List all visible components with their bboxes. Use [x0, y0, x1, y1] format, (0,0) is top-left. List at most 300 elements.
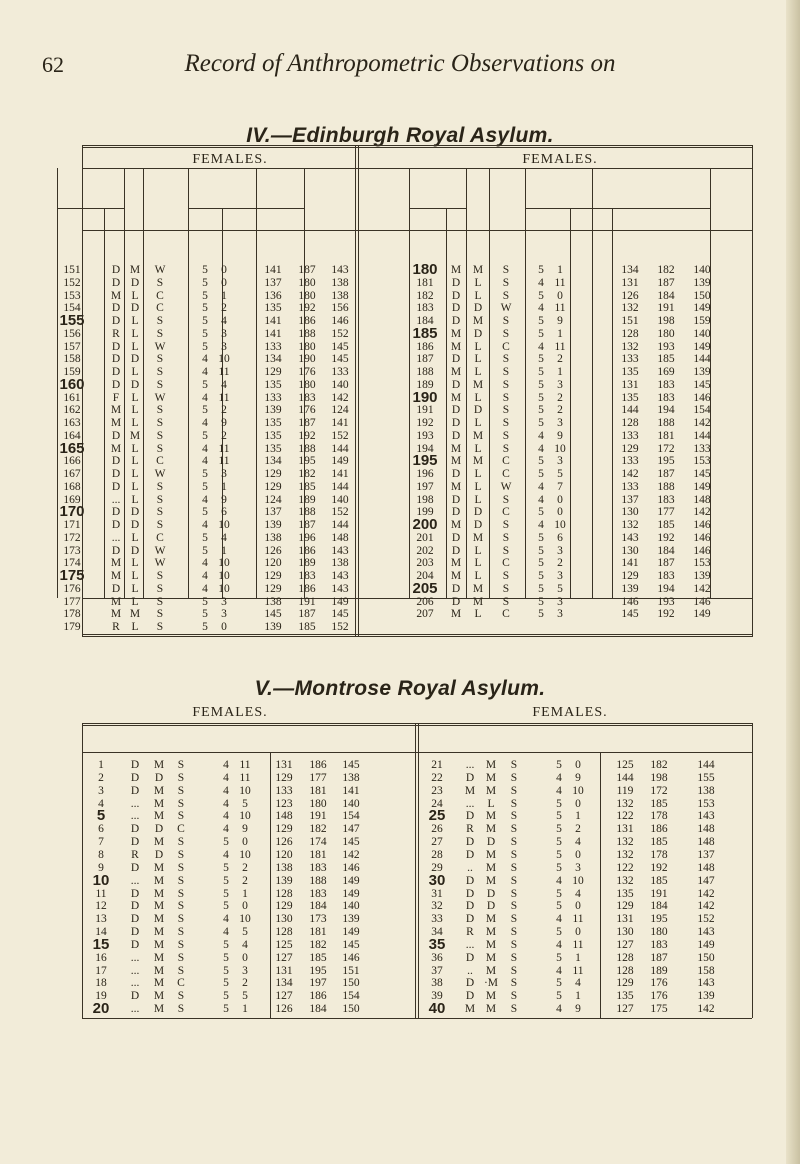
cell-h: 129 [264, 480, 282, 493]
cell-no: 32 [431, 900, 443, 913]
cell-inch: 0 [242, 900, 248, 913]
cell-eyes: M [485, 848, 497, 861]
cell-no: 159 [63, 366, 81, 378]
cell-b: 142 [693, 582, 711, 595]
cell-h: 135 [616, 887, 634, 900]
cell-hair: D [465, 771, 475, 784]
cell-hair: D [451, 302, 461, 315]
cell-nose: W [154, 557, 166, 570]
cell-b: 149 [693, 608, 711, 621]
cell-l: 177 [309, 771, 327, 784]
cell-l: 192 [650, 861, 668, 874]
cell-no: 175 [59, 567, 85, 584]
cell-ft: 5 [223, 1003, 229, 1016]
table-row [0, 1002, 800, 1016]
cell-l: 174 [309, 836, 327, 849]
cell-h: 146 [621, 595, 639, 608]
cell-h: 127 [275, 951, 293, 964]
cell-no: 200 [412, 516, 438, 533]
cell-hair: D [111, 353, 121, 366]
cell-hair: ... [130, 964, 140, 977]
cell-b: 144 [331, 519, 349, 531]
cell-hair: D [451, 544, 461, 557]
cell-h: 120 [275, 848, 293, 861]
cell-no: 4 [98, 797, 104, 810]
cell-l: 186 [298, 544, 316, 557]
cell-inch: 10 [218, 582, 230, 595]
cell-no: 13 [95, 913, 107, 926]
cell-ft: 5 [202, 429, 208, 442]
cell-hair: M [450, 557, 462, 570]
cell-hair: M [450, 455, 462, 468]
cell-nose: S [177, 1003, 185, 1016]
cell-l: 185 [650, 874, 668, 887]
cell-h: 133 [264, 391, 282, 404]
cell-b: 149 [331, 595, 349, 608]
cell-no: 153 [63, 289, 81, 302]
cell-hair: ... [130, 977, 140, 990]
cell-b: 153 [693, 557, 711, 570]
cell-inch: 0 [242, 951, 248, 964]
cell-eyes: D [473, 302, 483, 315]
cell-hair: M [110, 608, 122, 621]
cell-inch: 2 [242, 874, 248, 887]
cell-hair: D [451, 429, 461, 442]
cell-inch: 0 [221, 621, 227, 633]
cell-eyes: M [153, 977, 165, 990]
cell-eyes: M [153, 913, 165, 926]
cell-ft: 5 [538, 455, 544, 468]
cell-l: 191 [298, 595, 316, 608]
cell-h: 134 [621, 264, 639, 276]
cell-inch: 1 [557, 327, 563, 340]
cell-ft: 4 [556, 938, 562, 951]
cell-l: 181 [309, 926, 327, 939]
cell-inch: 2 [221, 429, 227, 442]
cell-nose: S [177, 797, 185, 810]
cell-ft: 5 [538, 570, 544, 582]
cell-inch: 2 [557, 353, 563, 366]
cell-h: 125 [275, 938, 293, 951]
cell-nose: S [502, 544, 510, 557]
cell-b: 140 [342, 797, 360, 810]
cell-l: 182 [298, 468, 316, 480]
cell-b: 144 [331, 480, 349, 493]
table-end-rule [82, 636, 752, 637]
cell-h: 145 [264, 608, 282, 621]
cell-h: 129 [616, 977, 634, 990]
cell-l: 187 [298, 264, 316, 276]
cell-eyes: L [474, 276, 482, 289]
cell-ft: 5 [202, 506, 208, 519]
cell-inch: 0 [575, 926, 581, 939]
cell-b: 150 [693, 289, 711, 302]
cell-h: 131 [275, 759, 293, 771]
cell-eyes: L [474, 353, 482, 366]
cell-no: 39 [431, 990, 443, 1003]
cell-b: 138 [331, 557, 349, 570]
cell-no: 2 [98, 771, 104, 784]
cell-inch: 9 [221, 417, 227, 429]
cell-ft: 5 [202, 404, 208, 417]
cell-no: 188 [416, 366, 434, 378]
cell-b: 143 [697, 926, 715, 939]
cell-nose: S [502, 493, 510, 506]
cell-nose: S [502, 264, 510, 276]
cell-b: 141 [342, 784, 360, 797]
cell-l: 169 [657, 366, 675, 378]
cell-inch: 3 [557, 570, 563, 582]
cell-nose: C [502, 340, 510, 353]
cell-ft: 5 [223, 874, 229, 887]
cell-nose: S [502, 353, 510, 366]
cell-hair: D [130, 938, 140, 951]
cell-nose: S [156, 429, 164, 442]
cell-b: 158 [697, 964, 715, 977]
cell-hair: M [110, 442, 122, 455]
cell-inch: 9 [575, 771, 581, 784]
cell-ft: 4 [202, 557, 208, 570]
cell-hair: R [131, 848, 139, 861]
cell-l: 187 [657, 276, 675, 289]
cell-h: 137 [621, 493, 639, 506]
table-row [0, 620, 800, 634]
cell-inch: 11 [239, 759, 251, 771]
cell-b: 152 [331, 429, 349, 442]
cell-l: 186 [650, 823, 668, 836]
cell-no: 31 [431, 887, 443, 900]
cell-b: 145 [342, 759, 360, 771]
cell-h: 130 [621, 506, 639, 519]
cell-ft: 5 [538, 582, 544, 595]
cell-ft: 4 [223, 810, 229, 823]
cell-eyes: ·M [483, 977, 499, 990]
cell-inch: 1 [221, 544, 227, 557]
cell-eyes: M [153, 810, 165, 823]
cell-eyes: M [485, 784, 497, 797]
cell-h: 132 [621, 340, 639, 353]
cell-eyes: M [472, 429, 484, 442]
cell-eyes: L [474, 442, 482, 455]
cell-hair: D [111, 480, 121, 493]
cell-inch: 4 [221, 315, 227, 327]
cell-l: 178 [650, 848, 668, 861]
cell-l: 182 [657, 264, 675, 276]
cell-nose: W [500, 302, 512, 315]
cell-eyes: M [485, 926, 497, 939]
cell-no: 5 [96, 807, 106, 825]
cell-no: 161 [63, 391, 81, 404]
cell-no: 193 [416, 429, 434, 442]
cell-no: 3 [98, 784, 104, 797]
cell-l: 180 [650, 926, 668, 939]
cell-eyes: L [131, 366, 139, 378]
cell-b: 142 [697, 1003, 715, 1016]
cell-no: 202 [416, 544, 434, 557]
cell-hair: D [130, 784, 140, 797]
cell-nose: S [510, 990, 518, 1003]
cell-no: 24 [431, 797, 443, 810]
cell-nose: S [156, 595, 164, 608]
cell-eyes: L [131, 289, 139, 302]
cell-nose: S [510, 759, 518, 771]
cell-h: 129 [264, 570, 282, 582]
cell-h: 135 [264, 429, 282, 442]
cell-inch: 11 [218, 391, 230, 404]
cell-h: 124 [264, 493, 282, 506]
cell-eyes: M [153, 861, 165, 874]
cell-no: 34 [431, 926, 443, 939]
cell-h: 123 [275, 797, 293, 810]
cell-l: 181 [309, 848, 327, 861]
cell-eyes: D [130, 353, 140, 366]
cell-eyes: D [130, 519, 140, 531]
cell-eyes: L [474, 493, 482, 506]
cell-hair: R [112, 621, 120, 633]
cell-no: 20 [92, 1000, 110, 1018]
cell-inch: 2 [242, 861, 248, 874]
cell-h: 132 [616, 848, 634, 861]
cell-inch: 10 [572, 874, 584, 887]
cell-eyes: M [153, 784, 165, 797]
cell-l: 185 [298, 480, 316, 493]
cell-no: 176 [63, 582, 81, 595]
cell-eyes: M [472, 582, 484, 595]
cell-hair: R [112, 327, 120, 340]
cell-h: 135 [264, 378, 282, 391]
cell-ft: 5 [202, 289, 208, 302]
cell-inch: 4 [575, 836, 581, 849]
cell-eyes: D [486, 836, 496, 849]
cell-no: 1 [98, 759, 104, 771]
cell-eyes: L [131, 391, 139, 404]
cell-hair: D [111, 366, 121, 378]
cell-ft: 5 [556, 990, 562, 1003]
cell-inch: 5 [557, 582, 563, 595]
cell-b: 144 [331, 442, 349, 455]
cell-nose: S [502, 442, 510, 455]
cell-eyes: L [474, 340, 482, 353]
cell-eyes: M [153, 938, 165, 951]
running-head: Record of Anthropometric Observations on [184, 50, 616, 77]
cell-h: 119 [616, 784, 634, 797]
cell-h: 128 [621, 327, 639, 340]
cell-hair: D [130, 823, 140, 836]
cell-l: 185 [657, 519, 675, 531]
cell-inch: 10 [554, 519, 566, 531]
cell-nose: S [156, 276, 164, 289]
cell-inch: 0 [575, 759, 581, 771]
cell-l: 183 [298, 391, 316, 404]
cell-inch: 10 [218, 570, 230, 582]
cell-b: 154 [342, 990, 360, 1003]
cell-b: 138 [697, 784, 715, 797]
cell-l: 191 [650, 887, 668, 900]
cell-hair: D [111, 519, 121, 531]
cell-ft: 4 [223, 848, 229, 861]
cell-no: 192 [416, 417, 434, 429]
cell-ft: 5 [538, 531, 544, 544]
group-label-left: FEMALES. [192, 152, 268, 167]
cell-no: 151 [63, 264, 81, 276]
cell-b: 142 [693, 417, 711, 429]
cell-no: 166 [63, 455, 81, 468]
cell-b: 142 [693, 506, 711, 519]
cell-eyes: L [131, 404, 139, 417]
cell-inch: 10 [218, 519, 230, 531]
cell-hair: R [466, 926, 474, 939]
cell-l: 188 [298, 506, 316, 519]
cell-nose: S [156, 366, 164, 378]
cell-b: 147 [342, 823, 360, 836]
cell-no: 195 [412, 452, 438, 470]
cell-ft: 5 [202, 276, 208, 289]
cell-eyes: M [485, 823, 497, 836]
cell-no: 33 [431, 913, 443, 926]
cell-nose: S [510, 926, 518, 939]
cell-eyes: D [154, 848, 164, 861]
cell-eyes: L [131, 327, 139, 340]
cell-l: 191 [657, 302, 675, 315]
cell-h: 141 [621, 557, 639, 570]
cell-no: 18 [95, 977, 107, 990]
cell-hair: D [465, 990, 475, 1003]
cell-l: 187 [657, 557, 675, 570]
cell-eyes: D [130, 378, 140, 391]
cell-ft: 5 [556, 887, 562, 900]
cell-nose: S [502, 595, 510, 608]
cell-b: 141 [331, 417, 349, 429]
cell-hair: M [450, 391, 462, 404]
cell-h: 139 [621, 582, 639, 595]
cell-nose: S [156, 327, 164, 340]
cell-l: 180 [298, 340, 316, 353]
cell-eyes: M [485, 913, 497, 926]
cell-hair: D [465, 887, 475, 900]
cell-l: 192 [298, 302, 316, 315]
cell-b: 146 [342, 861, 360, 874]
cell-hair: D [451, 289, 461, 302]
cell-hair: ... [130, 1003, 140, 1016]
cell-h: 132 [616, 797, 634, 810]
cell-l: 176 [298, 404, 316, 417]
cell-b: 148 [697, 823, 715, 836]
cell-eyes: L [487, 797, 495, 810]
cell-eyes: M [153, 951, 165, 964]
cell-nose: S [177, 771, 185, 784]
cell-nose: C [177, 823, 185, 836]
cell-b: 149 [342, 874, 360, 887]
cell-b: 140 [342, 900, 360, 913]
cell-nose: S [177, 900, 185, 913]
cell-l: 191 [309, 810, 327, 823]
cell-b: 148 [693, 493, 711, 506]
cell-b: 138 [331, 289, 349, 302]
cell-h: 138 [264, 531, 282, 544]
cell-b: 139 [693, 276, 711, 289]
cell-hair: M [110, 595, 122, 608]
cell-inch: 1 [575, 951, 581, 964]
cell-no: 190 [412, 388, 438, 406]
cell-hair: D [130, 913, 140, 926]
cell-eyes: M [472, 378, 484, 391]
cell-inch: 1 [557, 366, 563, 378]
cell-l: 188 [298, 327, 316, 340]
cell-hair: ... [111, 493, 121, 506]
cell-b: 140 [693, 264, 711, 276]
table-top-rule [82, 145, 752, 146]
cell-hair: D [130, 887, 140, 900]
group-label-left: FEMALES. [192, 705, 268, 720]
cell-h: 141 [264, 327, 282, 340]
cell-l: 188 [657, 417, 675, 429]
cell-no: 179 [63, 621, 81, 633]
cell-no: 183 [416, 302, 434, 315]
cell-eyes: M [472, 595, 484, 608]
cell-nose: S [510, 1003, 518, 1016]
cell-inch: 9 [557, 315, 563, 327]
cell-h: 129 [275, 900, 293, 913]
cell-b: 150 [342, 977, 360, 990]
cell-inch: 2 [575, 823, 581, 836]
cell-l: 176 [650, 990, 668, 1003]
cell-b: 149 [693, 480, 711, 493]
cell-inch: 2 [557, 404, 563, 417]
cell-no: 157 [63, 340, 81, 353]
cell-inch: 0 [221, 276, 227, 289]
cell-eyes: M [129, 264, 141, 276]
cell-ft: 4 [538, 480, 544, 493]
cell-h: 135 [621, 366, 639, 378]
cell-eyes: M [153, 797, 165, 810]
cell-no: 169 [63, 493, 81, 506]
cell-h: 129 [275, 771, 293, 784]
cell-nose: S [502, 519, 510, 531]
cell-inch: 3 [557, 544, 563, 557]
cell-no: 9 [98, 861, 104, 874]
cell-b: 150 [697, 951, 715, 964]
cell-l: 187 [298, 417, 316, 429]
cell-l: 180 [298, 276, 316, 289]
cell-hair: ... [465, 759, 475, 771]
cell-l: 182 [650, 759, 668, 771]
cell-nose: W [154, 340, 166, 353]
cell-ft: 5 [538, 327, 544, 340]
cell-eyes: L [474, 417, 482, 429]
cell-b: 150 [342, 1003, 360, 1016]
cell-hair: M [450, 264, 462, 276]
cell-hair: D [451, 506, 461, 519]
cell-nose: S [502, 366, 510, 378]
cell-no: 28 [431, 848, 443, 861]
cell-nose: S [502, 404, 510, 417]
cell-h: 141 [264, 315, 282, 327]
cell-hair: D [451, 276, 461, 289]
header-bottom-rule [82, 230, 752, 231]
cell-ft: 4 [202, 570, 208, 582]
cell-l: 183 [309, 887, 327, 900]
cell-l: 182 [309, 938, 327, 951]
cell-inch: 10 [239, 784, 251, 797]
cell-hair: ... [465, 938, 475, 951]
cell-l: 188 [657, 480, 675, 493]
cell-inch: 1 [221, 289, 227, 302]
cell-l: 195 [657, 455, 675, 468]
cell-b: 145 [342, 836, 360, 849]
cell-hair: M [464, 784, 476, 797]
cell-l: 176 [650, 977, 668, 990]
cell-l: 183 [309, 861, 327, 874]
